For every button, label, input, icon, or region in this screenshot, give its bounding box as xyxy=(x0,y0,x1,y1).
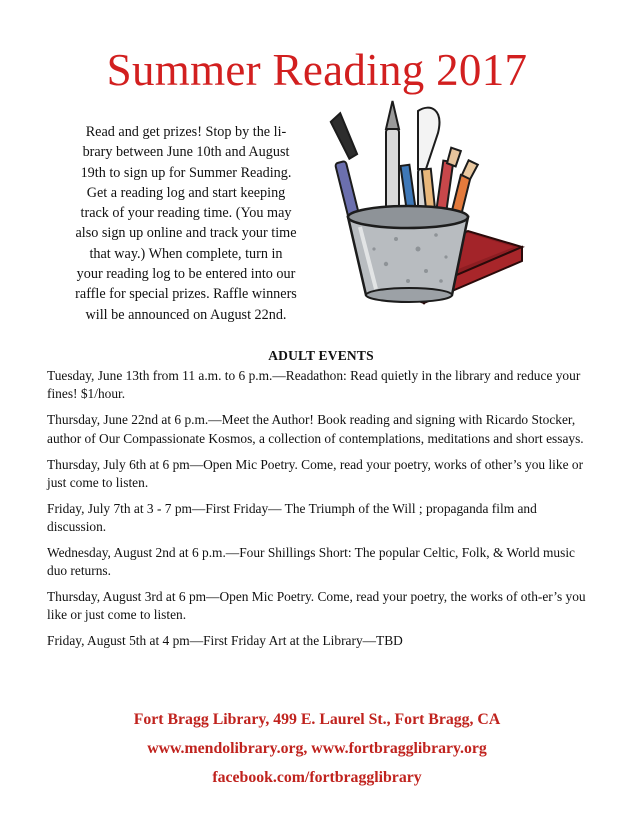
cup-icon xyxy=(348,206,468,302)
page-title: Summer Reading 2017 xyxy=(106,45,528,95)
intro-line: your reading log to be entered into our xyxy=(76,266,296,283)
website-links[interactable]: www.mendolibrary.org, www.fortbragglibrary.org xyxy=(147,740,487,757)
intro-line: track of your reading time. (You may xyxy=(80,205,292,222)
intro-line: that way.) When complete, turn in xyxy=(89,245,283,262)
intro-line: will be announced on August 22nd. xyxy=(85,306,287,323)
event-item: Thursday, June 22nd at 6 p.m.—Meet the Author! Book reading and signing with Ricardo Stocker, author of Our Compassionate Kosmos, a collection of contemplations, meditations and short essays. xyxy=(47,412,584,446)
event-item: Friday, July 7th at 3 - 7 pm—First Friday— The Triumph of the Will ; propaganda film and discussion. xyxy=(47,500,537,535)
event-item: Thursday, August 3rd at 6 pm—Open Mic Poetry. Come, read your poetry, the works of oth-er’s you like or just come to listen. xyxy=(47,589,586,623)
event-item: Friday, August 5th at 4 pm—First Friday Art at the Library—TBD xyxy=(47,633,403,649)
intro-line: 19th to sign up for Summer Reading. xyxy=(80,164,292,181)
intro-line: also sign up online and track your time xyxy=(75,225,297,242)
intro-line: Get a reading log and start keeping xyxy=(86,184,286,201)
event-item: Tuesday, June 13th from 11 a.m. to 6 p.m.—Readathon: Read quietly in the library and reduce your fines! $1/hour. xyxy=(47,368,581,402)
event-item: Wednesday, August 2nd at 6 p.m.—Four Shillings Short: The popular Celtic, Folk, & World music duo returns. xyxy=(47,545,575,579)
events-heading: ADULT EVENTS xyxy=(268,348,374,363)
intro-line: brary between June 10th and August xyxy=(82,144,290,161)
event-item: Thursday, July 6th at 6 pm—Open Mic Poetry. Come, read your poetry, works of other’s you like or just come to listen. xyxy=(47,456,584,490)
adult-events-section xyxy=(47,347,595,658)
intro-line: raffle for special prizes. Raffle winners xyxy=(75,286,297,303)
facebook-link[interactable]: facebook.com/fortbragglibrary xyxy=(212,769,422,786)
intro-paragraph xyxy=(45,122,327,325)
intro-line: Read and get prizes! Stop by the li- xyxy=(85,124,287,140)
pencil-cup-and-book-icon xyxy=(326,99,528,309)
library-address: Fort Bragg Library, 499 E. Laurel St., Fort Bragg, CA xyxy=(133,711,501,728)
footer-contact xyxy=(0,705,634,792)
